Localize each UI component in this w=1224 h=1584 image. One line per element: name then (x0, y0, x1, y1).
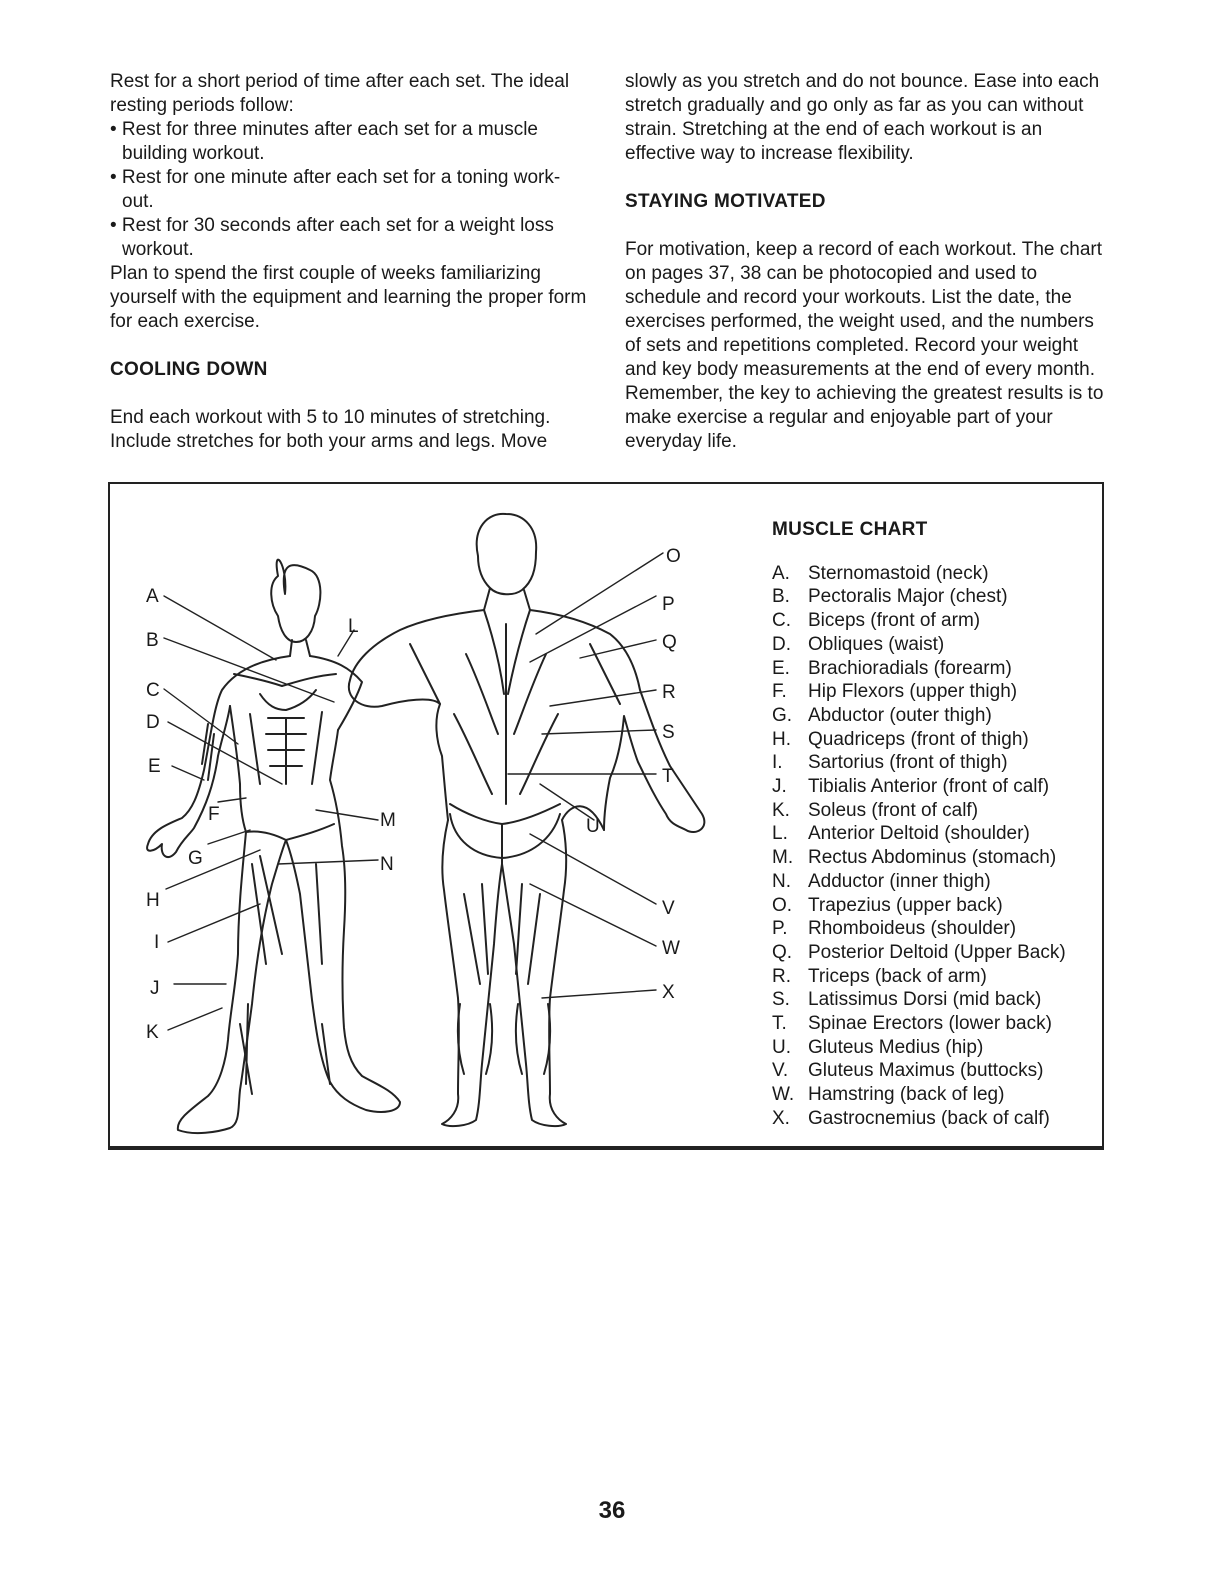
label-o: O (666, 546, 681, 567)
muscle-chart-item-text: Triceps (back of arm) (808, 965, 987, 987)
muscle-chart-item (772, 751, 1066, 775)
label-i: I (154, 932, 160, 953)
muscle-chart-item (772, 965, 1066, 989)
label-x: X (662, 982, 675, 1003)
muscle-chart-item (772, 775, 1066, 799)
muscle-chart-item-key: X. (772, 1107, 790, 1129)
muscle-chart-item-text: Obliques (waist) (808, 633, 945, 655)
label-c: C (146, 680, 160, 701)
muscle-chart-item-text: Quadriceps (front of thigh) (808, 728, 1029, 750)
label-a: A (146, 586, 159, 607)
label-l: L (348, 616, 359, 637)
label-g: G (188, 848, 203, 869)
muscle-chart-item-text: Rhomboideus (shoulder) (808, 918, 1017, 940)
label-t: T (662, 766, 674, 787)
muscle-chart-item-text: Gastrocnemius (back of calf) (808, 1107, 1050, 1129)
muscle-chart-item (772, 1012, 1066, 1036)
muscle-chart-item-text: Biceps (front of arm) (808, 610, 981, 632)
muscle-chart-item-key: E. (772, 657, 790, 679)
rest-bullet-toning: • Rest for one minute after each set for a toning work- out. (110, 167, 561, 212)
muscle-chart-item-key: R. (772, 965, 791, 987)
muscle-chart-item (772, 917, 1066, 941)
left-column (110, 70, 590, 454)
muscle-chart-item-key: P. (772, 918, 788, 940)
muscle-chart-item-text: Hip Flexors (upper thigh) (808, 681, 1018, 703)
muscle-chart-item-key: N. (772, 870, 791, 892)
muscle-chart-item-text: Adductor (inner thigh) (808, 870, 991, 892)
muscle-chart-item-key: L. (772, 823, 788, 845)
plan-paragraph: Plan to spend the first couple of weeks familiarizing yourself with the equipment and learning the proper form for each exercise. (110, 263, 587, 332)
muscle-chart-item-text: Hamstring (back of leg) (808, 1084, 1005, 1106)
muscle-chart-item (772, 728, 1066, 752)
muscle-chart-item-key: V. (772, 1060, 789, 1082)
rest-intro: Rest for a short period of time after each set. The ideal resting periods follow: (110, 71, 570, 116)
muscle-chart-item (772, 562, 1066, 586)
page-number: 36 (598, 1497, 626, 1524)
label-e: E (148, 756, 161, 777)
muscle-chart-item-key: H. (772, 728, 791, 750)
muscle-chart-item (772, 633, 1066, 657)
muscle-chart-item (772, 870, 1066, 894)
muscle-chart-item-text: Anterior Deltoid (shoulder) (808, 823, 1030, 845)
muscle-chart-item (772, 1036, 1066, 1060)
muscle-chart-item (772, 799, 1066, 823)
muscle-chart-item (772, 941, 1066, 965)
muscle-chart-item (772, 1083, 1066, 1107)
muscle-figures-illustration (110, 484, 750, 1144)
muscle-chart-item-key: C. (772, 610, 791, 632)
label-d: D (146, 712, 160, 733)
label-u: U (586, 816, 600, 837)
muscle-chart-item-key: I. (772, 752, 783, 774)
label-f: F (208, 804, 220, 825)
label-h: H (146, 890, 160, 911)
rest-bullet-weight-loss: • Rest for 30 seconds after each set for a weight loss workout. (110, 215, 554, 260)
muscle-chart-item-text: Brachioradials (forearm) (808, 657, 1012, 679)
muscle-chart-item-key: U. (772, 1036, 791, 1058)
muscle-chart-item-text: Tibialis Anterior (front of calf) (808, 776, 1050, 798)
label-j: J (150, 978, 160, 999)
staying-motivated-heading: STAYING MOTIVATED (625, 191, 826, 212)
muscle-chart-item (772, 894, 1066, 918)
muscle-chart-item-key: W. (772, 1084, 795, 1106)
muscle-chart-item (772, 585, 1066, 609)
staying-motivated-text: For motivation, keep a record of each workout. The chart on pages 37, 38 can be photocopied and used to schedule and record your workouts. List the date, the exercises performed, the weight used, and the numbers of sets and repetitions completed. Record your weight and key body measurements at the end of every month. Remember, the key to achieving the greatest results is to make exercise a regular and enjoyable part of your everyday life. (625, 239, 1104, 452)
label-k: K (146, 1022, 159, 1043)
rest-bullet-muscle: • Rest for three minutes after each set for a muscle building workout. (110, 119, 539, 164)
muscle-chart-item-text: Gluteus Medius (hip) (808, 1036, 984, 1058)
muscle-chart-item-text: Sartorius (front of thigh) (808, 752, 1008, 774)
muscle-chart-item-key: D. (772, 633, 791, 655)
label-m: M (380, 810, 396, 831)
muscle-chart-item-key: J. (772, 776, 787, 798)
muscle-chart-item-text: Soleus (front of calf) (808, 799, 979, 821)
label-q: Q (662, 632, 677, 653)
back-figure (349, 514, 705, 1126)
muscle-chart-item (772, 680, 1066, 704)
label-w: W (662, 938, 680, 959)
muscle-chart-item-key: B. (772, 586, 790, 608)
muscle-chart-item (772, 657, 1066, 681)
muscle-chart-item (772, 704, 1066, 728)
muscle-chart-item (772, 1059, 1066, 1083)
muscle-chart-item (772, 1107, 1066, 1131)
muscle-chart-box (108, 482, 1104, 1150)
muscle-chart-item-text: Rectus Abdominus (stomach) (808, 847, 1057, 869)
muscle-chart-title: MUSCLE CHART (772, 519, 928, 540)
muscle-chart-item-key: M. (772, 847, 794, 869)
muscle-chart-legend (772, 518, 1066, 1131)
cooling-down-heading: COOLING DOWN (110, 359, 268, 380)
right-column (625, 70, 1105, 454)
muscle-chart-item-text: Spinae Erectors (lower back) (808, 1013, 1052, 1035)
muscle-chart-item-text: Sternomastoid (neck) (808, 562, 989, 584)
muscle-chart-item-text: Pectoralis Major (chest) (808, 586, 1008, 608)
muscle-chart-item (772, 822, 1066, 846)
muscle-chart-item-text: Abductor (outer thigh) (808, 704, 992, 726)
muscle-chart-item-key: F. (772, 681, 787, 703)
muscle-chart-item-text: Posterior Deltoid (Upper Back) (808, 941, 1066, 963)
muscle-chart-item-key: T. (772, 1013, 787, 1035)
label-p: P (662, 594, 675, 615)
muscle-chart-item (772, 988, 1066, 1012)
muscle-chart-item-key: A. (772, 562, 790, 584)
muscle-chart-item-key: K. (772, 799, 790, 821)
muscle-chart-item-text: Latissimus Dorsi (mid back) (808, 989, 1042, 1011)
muscle-chart-item-text: Trapezius (upper back) (808, 894, 1003, 916)
label-r: R (662, 682, 676, 703)
label-s: S (662, 722, 675, 743)
muscle-chart-item-key: S. (772, 989, 790, 1011)
muscle-chart-item (772, 846, 1066, 870)
label-v: V (662, 898, 675, 919)
muscle-chart-item (772, 609, 1066, 633)
stretch-continuation: slowly as you stretch and do not bounce. Ease into each stretch gradually and go only as far as you can without strain. Stretching at the end of each workout is an effective way to increase flexibility. (625, 71, 1100, 164)
muscle-chart-item-text: Gluteus Maximus (buttocks) (808, 1060, 1044, 1082)
muscle-chart-item-key: G. (772, 704, 793, 726)
label-n: N (380, 854, 394, 875)
figure-labels (146, 546, 681, 1043)
label-b: B (146, 630, 159, 651)
cooling-down-text: End each workout with 5 to 10 minutes of stretching. Include stretches for both your arms and legs. Move (110, 407, 551, 452)
muscle-chart-list (772, 562, 1066, 1131)
muscle-chart-item-key: Q. (772, 941, 793, 963)
muscle-chart-item-key: O. (772, 894, 793, 916)
